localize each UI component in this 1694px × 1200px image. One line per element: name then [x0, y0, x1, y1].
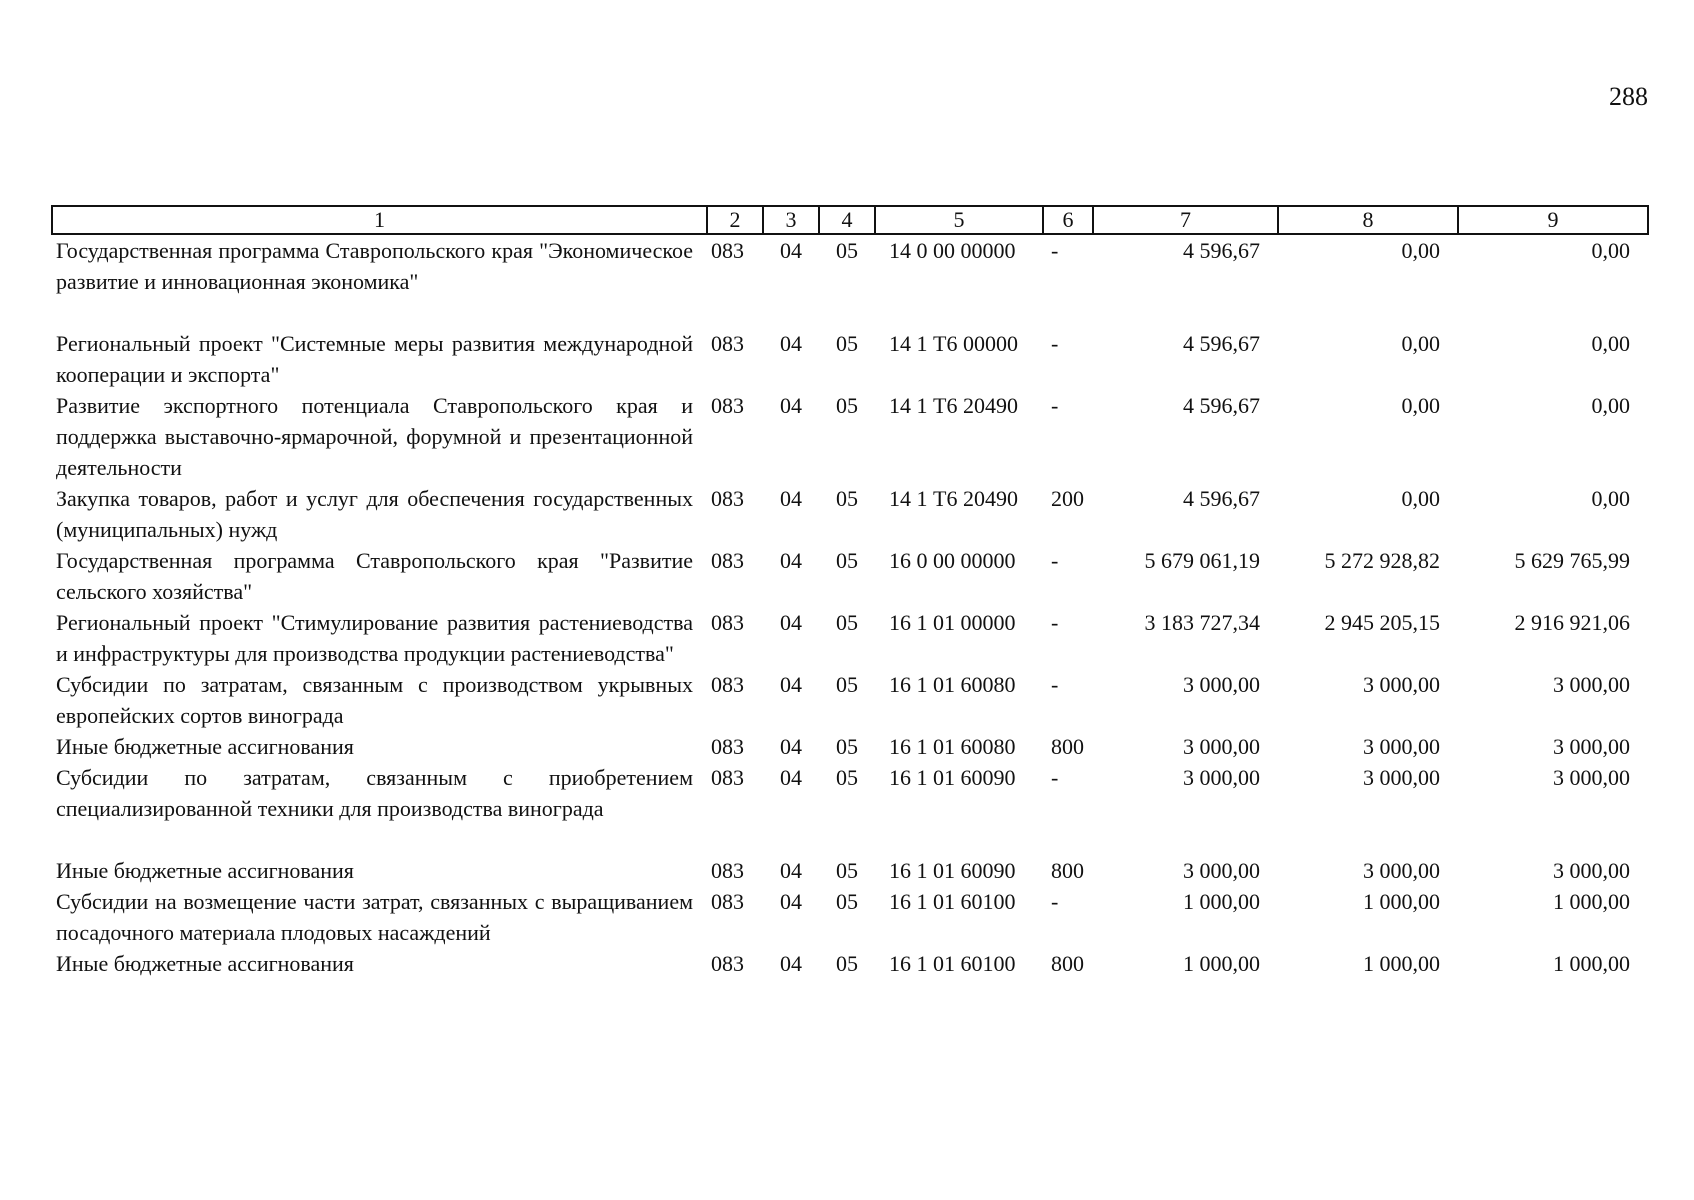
row-col-8-amount: 2 945 205,15 [1324, 610, 1440, 635]
row-col-3: 04 [780, 951, 802, 976]
column-header-6: 6 [1043, 206, 1093, 234]
row-col-2: 083 [711, 672, 744, 697]
row-col-8-amount: 5 272 928,82 [1324, 548, 1440, 573]
row-col-4: 05 [836, 951, 858, 976]
row-col-8-amount: 0,00 [1401, 486, 1440, 511]
row-col-5-target-code: 16 1 01 60090 [889, 858, 1016, 883]
row-col-9-amount: 1 000,00 [1553, 951, 1630, 976]
row-description: Государственная программа Ставропольского края "Развитие сельского хозяйства" [56, 548, 693, 604]
row-col-3: 04 [780, 331, 802, 356]
row-col-4: 05 [836, 610, 858, 635]
row-col-5-target-code: 14 1 Т6 20490 [889, 486, 1018, 511]
column-header-8: 8 [1278, 206, 1458, 234]
row-col-8-amount: 3 000,00 [1363, 672, 1440, 697]
row-description: Региональный проект "Стимулирование развития растениеводства и инфраструктуры для производства продукции растениеводства" [56, 610, 693, 666]
row-col-6-expense-type: - [1051, 672, 1059, 697]
row-col-8-amount: 3 000,00 [1363, 765, 1440, 790]
row-description: Государственная программа Ставропольского края "Экономическое развитие и инновационная экономика" [56, 238, 693, 294]
row-col-6-expense-type: - [1051, 610, 1059, 635]
row-col-6-expense-type: 200 [1051, 486, 1084, 511]
row-col-2: 083 [711, 889, 744, 914]
row-col-9-amount: 0,00 [1591, 238, 1630, 263]
row-col-8-amount: 3 000,00 [1363, 734, 1440, 759]
row-col-2: 083 [711, 486, 744, 511]
row-col-7-amount: 3 000,00 [1183, 734, 1260, 759]
row-col-5-target-code: 16 0 00 00000 [889, 548, 1016, 573]
row-col-9-amount: 3 000,00 [1553, 672, 1630, 697]
row-col-8-amount: 0,00 [1401, 393, 1440, 418]
row-col-9-amount: 3 000,00 [1553, 765, 1630, 790]
row-description: Закупка товаров, работ и услуг для обеспечения государственных (муниципальных) нужд [56, 486, 693, 542]
table-row [52, 855, 1648, 886]
row-col-9-amount: 0,00 [1591, 393, 1630, 418]
row-col-2: 083 [711, 393, 744, 418]
row-col-3: 04 [780, 672, 802, 697]
row-col-2: 083 [711, 331, 744, 356]
row-col-3: 04 [780, 765, 802, 790]
row-col-2: 083 [711, 765, 744, 790]
row-col-5-target-code: 16 1 01 60080 [889, 672, 1016, 697]
row-col-4: 05 [836, 486, 858, 511]
row-col-4: 05 [836, 858, 858, 883]
column-header-5: 5 [875, 206, 1043, 234]
row-col-4: 05 [836, 548, 858, 573]
row-description: Иные бюджетные ассигнования [56, 734, 354, 759]
row-col-3: 04 [780, 238, 802, 263]
row-col-3: 04 [780, 889, 802, 914]
row-col-5-target-code: 16 1 01 60080 [889, 734, 1016, 759]
row-col-9-amount: 1 000,00 [1553, 889, 1630, 914]
table-row [52, 669, 1648, 731]
budget-table [51, 205, 1649, 979]
table-row [52, 886, 1648, 948]
column-header-3: 3 [763, 206, 819, 234]
row-col-7-amount: 4 596,67 [1183, 486, 1260, 511]
row-col-8-amount: 3 000,00 [1363, 858, 1440, 883]
row-col-3: 04 [780, 858, 802, 883]
table-row [52, 762, 1648, 855]
table-row [52, 607, 1648, 669]
row-col-7-amount: 3 183 727,34 [1144, 610, 1260, 635]
row-col-6-expense-type: - [1051, 548, 1059, 573]
row-col-3: 04 [780, 734, 802, 759]
row-col-4: 05 [836, 734, 858, 759]
row-col-6-expense-type: - [1051, 889, 1059, 914]
row-col-3: 04 [780, 393, 802, 418]
table-row [52, 483, 1648, 545]
row-description: Субсидии по затратам, связанным с производством укрывных европейских сортов винограда [56, 672, 693, 728]
column-header-7: 7 [1093, 206, 1278, 234]
row-col-8-amount: 0,00 [1401, 238, 1440, 263]
column-header-1: 1 [52, 206, 707, 234]
row-col-7-amount: 3 000,00 [1183, 672, 1260, 697]
row-col-9-amount: 3 000,00 [1553, 858, 1630, 883]
row-col-6-expense-type: - [1051, 765, 1059, 790]
row-col-6-expense-type: - [1051, 331, 1059, 356]
row-col-2: 083 [711, 548, 744, 573]
row-col-7-amount: 3 000,00 [1183, 765, 1260, 790]
row-col-2: 083 [711, 858, 744, 883]
row-col-3: 04 [780, 486, 802, 511]
row-col-5-target-code: 16 1 01 60100 [889, 889, 1016, 914]
row-col-6-expense-type: 800 [1051, 858, 1084, 883]
row-description: Субсидии на возмещение части затрат, связанных с выращиванием посадочного материала плодовых насаждений [56, 889, 693, 945]
table-row [52, 234, 1648, 328]
row-col-5-target-code: 14 1 Т6 20490 [889, 393, 1018, 418]
row-col-4: 05 [836, 889, 858, 914]
table-row [52, 545, 1648, 607]
row-col-4: 05 [836, 238, 858, 263]
row-col-7-amount: 5 679 061,19 [1144, 548, 1260, 573]
row-description: Иные бюджетные ассигнования [56, 951, 354, 976]
row-col-2: 083 [711, 238, 744, 263]
row-col-7-amount: 4 596,67 [1183, 393, 1260, 418]
row-col-8-amount: 0,00 [1401, 331, 1440, 356]
row-col-7-amount: 3 000,00 [1183, 858, 1260, 883]
table-row [52, 390, 1648, 483]
row-col-4: 05 [836, 765, 858, 790]
row-col-6-expense-type: - [1051, 238, 1059, 263]
table-row [52, 328, 1648, 390]
row-col-9-amount: 3 000,00 [1553, 734, 1630, 759]
row-col-4: 05 [836, 393, 858, 418]
row-col-7-amount: 1 000,00 [1183, 951, 1260, 976]
row-col-9-amount: 5 629 765,99 [1514, 548, 1630, 573]
row-col-9-amount: 0,00 [1591, 486, 1630, 511]
row-col-7-amount: 1 000,00 [1183, 889, 1260, 914]
row-col-6-expense-type: 800 [1051, 951, 1084, 976]
row-description: Субсидии по затратам, связанным с приобретением специализированной техники для производства винограда [56, 765, 693, 821]
table-row [52, 731, 1648, 762]
row-col-3: 04 [780, 610, 802, 635]
table-body [52, 234, 1648, 979]
row-col-5-target-code: 14 1 Т6 00000 [889, 331, 1018, 356]
row-col-8-amount: 1 000,00 [1363, 951, 1440, 976]
row-col-5-target-code: 16 1 01 00000 [889, 610, 1016, 635]
row-col-2: 083 [711, 951, 744, 976]
column-header-2: 2 [707, 206, 763, 234]
row-col-2: 083 [711, 610, 744, 635]
row-col-8-amount: 1 000,00 [1363, 889, 1440, 914]
row-col-5-target-code: 16 1 01 60090 [889, 765, 1016, 790]
page-number: 288 [1609, 82, 1648, 111]
row-col-9-amount: 0,00 [1591, 331, 1630, 356]
row-col-2: 083 [711, 734, 744, 759]
row-col-9-amount: 2 916 921,06 [1514, 610, 1630, 635]
row-col-6-expense-type: 800 [1051, 734, 1084, 759]
row-description: Региональный проект "Системные меры развития международной кооперации и экспорта" [56, 331, 693, 387]
row-col-7-amount: 4 596,67 [1183, 238, 1260, 263]
row-col-4: 05 [836, 672, 858, 697]
row-description: Развитие экспортного потенциала Ставропольского края и поддержка выставочно-ярмарочной, форумной и презентационной деятельности [56, 393, 693, 480]
row-col-7-amount: 4 596,67 [1183, 331, 1260, 356]
column-header-9: 9 [1458, 206, 1648, 234]
row-description: Иные бюджетные ассигнования [56, 858, 354, 883]
row-col-6-expense-type: - [1051, 393, 1059, 418]
table-row [52, 948, 1648, 979]
column-number-header-row [52, 206, 1648, 234]
row-col-4: 05 [836, 331, 858, 356]
row-col-5-target-code: 14 0 00 00000 [889, 238, 1016, 263]
row-col-5-target-code: 16 1 01 60100 [889, 951, 1016, 976]
row-col-3: 04 [780, 548, 802, 573]
column-header-4: 4 [819, 206, 875, 234]
